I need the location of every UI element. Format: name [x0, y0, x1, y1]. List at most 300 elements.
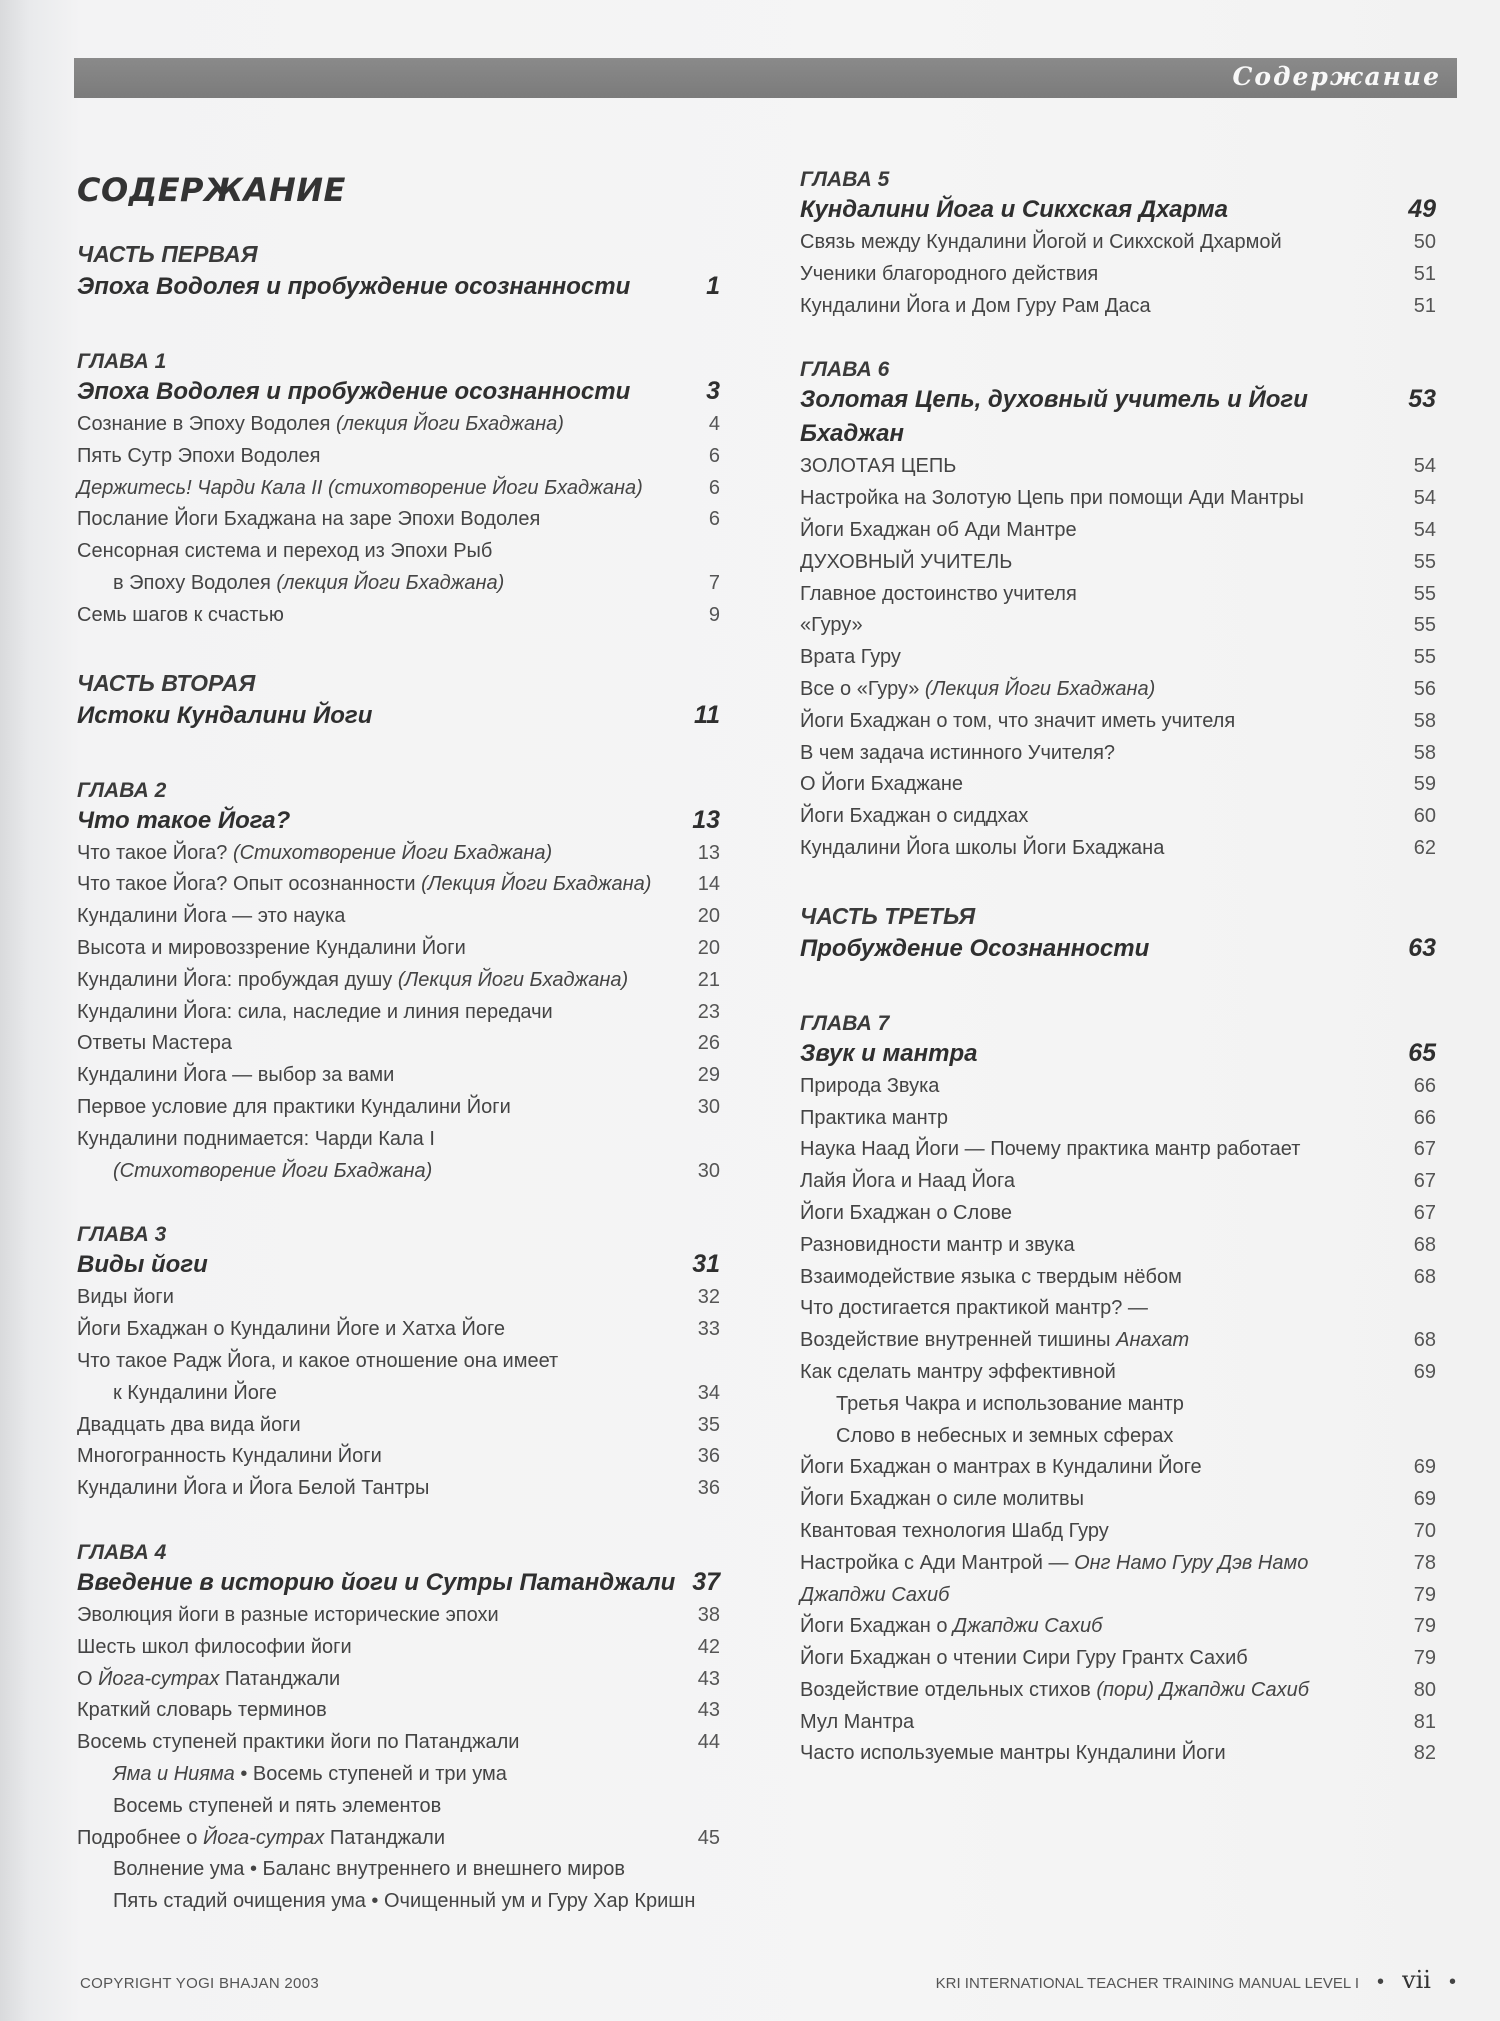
- entry-page-number: 13: [697, 841, 720, 864]
- entry-italic-text: Держитесь! Чарди Кала II (стихотворение Йоги Бхаджана): [77, 476, 643, 499]
- toc-entry[interactable]: [800, 738, 1436, 770]
- part-heading[interactable]: [800, 931, 1436, 966]
- toc-entry[interactable]: [77, 1346, 720, 1378]
- entry-text: Сенсорная система и переход из Эпохи Рыб: [77, 540, 493, 563]
- entry-title: [800, 1643, 1248, 1675]
- entry-title: [800, 706, 1235, 738]
- footer-right: [936, 1966, 1456, 1994]
- toc-entry[interactable]: [77, 1092, 720, 1124]
- entry-text: Как сделать мантру эффективной: [800, 1360, 1116, 1383]
- toc-entry[interactable]: [77, 901, 720, 933]
- entry-title: [800, 291, 1151, 323]
- toc-entry[interactable]: [77, 1028, 720, 1060]
- toc-entry[interactable]: [800, 1421, 1436, 1453]
- toc-entry[interactable]: [77, 1854, 720, 1886]
- entry-text: Врата Гуру: [800, 646, 901, 669]
- toc-entry[interactable]: [800, 1484, 1436, 1516]
- entry-title: [77, 1282, 174, 1314]
- entry-text: к Кундалини Йоге: [113, 1381, 277, 1404]
- toc-entry[interactable]: [800, 801, 1436, 833]
- toc-entry[interactable]: [77, 997, 720, 1029]
- entry-title: [800, 769, 963, 801]
- toc-entry[interactable]: [77, 1823, 720, 1855]
- entry-page-number: 58: [1413, 741, 1436, 764]
- entry-page-number: 36: [697, 1445, 720, 1468]
- entry-title: [800, 1071, 939, 1103]
- chapter-page-number: 53: [1408, 385, 1436, 414]
- entry-text: Двадцать два вида йоги: [77, 1413, 301, 1436]
- entry-title: [800, 1389, 1184, 1421]
- toc-part: [77, 668, 720, 733]
- entry-title: [800, 1675, 1309, 1707]
- entry-page-number: 7: [708, 571, 720, 594]
- chapter-page-number: 3: [706, 377, 720, 405]
- chapter-title: Виды йоги: [77, 1251, 208, 1279]
- entry-title: [77, 441, 320, 473]
- entry-page-number: 78: [1413, 1551, 1436, 1574]
- entry-page-number: 82: [1413, 1742, 1436, 1765]
- entry-page-number: 38: [697, 1603, 720, 1626]
- entry-page-number: 43: [697, 1667, 720, 1690]
- entry-page-number: 34: [697, 1381, 720, 1404]
- entry-text-tail: • Восемь ступеней и три ума: [234, 1762, 507, 1785]
- entry-text: Йоги Бхаджан о сиддхах: [800, 805, 1029, 828]
- entry-page-number: 54: [1413, 455, 1436, 478]
- entry-page-number: 55: [1413, 646, 1436, 669]
- entry-page-number: 62: [1413, 836, 1436, 859]
- entry-text: в Эпоху Водолея: [113, 571, 277, 594]
- toc-entry[interactable]: [77, 473, 720, 505]
- entry-title: [800, 1230, 1075, 1262]
- entry-page-number: 68: [1413, 1265, 1436, 1288]
- toc-entry[interactable]: [77, 409, 720, 441]
- entry-page-number: 21: [697, 968, 720, 991]
- entry-title: [77, 1695, 327, 1727]
- toc-entry[interactable]: [800, 642, 1436, 674]
- toc-entry[interactable]: [800, 259, 1436, 291]
- entry-title: [800, 579, 1077, 611]
- part-heading[interactable]: [77, 269, 720, 304]
- toc-entry[interactable]: [800, 1230, 1436, 1262]
- toc-chapter: [800, 358, 1436, 864]
- entry-text: Взаимодействие языка с твердым нёбом: [800, 1265, 1182, 1288]
- entry-title: [800, 1357, 1116, 1389]
- toc-entry[interactable]: [77, 933, 720, 965]
- entry-text: Йоги Бхаджан об Ади Мантре: [800, 518, 1077, 541]
- toc-entry[interactable]: [800, 227, 1436, 259]
- entry-page-number: 6: [708, 444, 720, 467]
- entry-text: Часто используемые мантры Кундалини Йоги: [800, 1742, 1226, 1765]
- entry-page-number: 23: [697, 1000, 720, 1023]
- entry-text: Мул Мантра: [800, 1710, 915, 1733]
- entry-text: Ученики благородного действия: [800, 262, 1099, 285]
- part-title: Пробуждение Осознанности: [800, 934, 1150, 962]
- entry-page-number: 51: [1413, 294, 1436, 317]
- entry-text: Кундалини Йога: пробуждая душу: [77, 968, 398, 991]
- toc-entry[interactable]: [77, 1759, 720, 1791]
- entry-text: Восемь ступеней практики йоги по Патанджали: [77, 1731, 520, 1754]
- chapter-title: Эпоха Водолея и пробуждение осознанности: [77, 378, 631, 405]
- entry-title: [77, 1314, 505, 1346]
- toc-entry[interactable]: [77, 1124, 720, 1156]
- entry-page-number: 42: [697, 1635, 720, 1658]
- toc-entry[interactable]: [77, 1282, 720, 1314]
- toc-entry[interactable]: [77, 1695, 720, 1727]
- entry-page-number: 30: [697, 1095, 720, 1118]
- entry-text: Кундалини поднимается: Чарди Кала I: [77, 1127, 435, 1150]
- entry-title: [800, 515, 1077, 547]
- toc-entry[interactable]: [800, 1738, 1436, 1770]
- entry-text: Восемь ступеней и пять элементов: [113, 1794, 442, 1817]
- entry-text: Воздействие отдельных стихов: [800, 1678, 1097, 1701]
- chapter-label: ГЛАВА 5: [800, 168, 890, 191]
- entry-page-number: 69: [1413, 1488, 1436, 1511]
- toc-entry[interactable]: [77, 1473, 720, 1505]
- entry-title: [800, 1134, 1300, 1166]
- toc-entry[interactable]: [800, 1516, 1436, 1548]
- entry-title: [800, 1198, 1012, 1230]
- part-label: ЧАСТЬ ВТОРАЯ: [77, 669, 256, 696]
- chapter-title: Звук и мантра: [800, 1039, 978, 1067]
- toc-entry[interactable]: [800, 833, 1436, 865]
- entry-text: Слово в небесных и земных сферах: [836, 1424, 1174, 1447]
- entry-title: [800, 1452, 1202, 1484]
- entry-text: Виды йоги: [77, 1286, 174, 1309]
- entry-title: [77, 536, 492, 568]
- toc-entry[interactable]: [800, 547, 1436, 579]
- chapter-heading[interactable]: [77, 1565, 720, 1600]
- entry-text: Краткий словарь терминов: [77, 1699, 327, 1722]
- part-title: Истоки Кундалини Йоги: [77, 701, 373, 729]
- entry-title: [800, 547, 1012, 579]
- toc-entry[interactable]: [800, 1707, 1436, 1739]
- chapter-heading[interactable]: [77, 1247, 720, 1282]
- entry-title: [800, 610, 863, 642]
- entry-title: [77, 1886, 695, 1918]
- entry-page-number: 68: [1413, 1329, 1436, 1352]
- entry-title: [77, 1441, 382, 1473]
- entry-text: О: [77, 1667, 99, 1690]
- entry-title: [800, 1738, 1226, 1770]
- toc-entry[interactable]: [77, 1600, 720, 1632]
- entry-title: [800, 1421, 1173, 1453]
- entry-page-number: 81: [1413, 1710, 1436, 1733]
- entry-italic-text: Яма и Нияма: [113, 1762, 235, 1785]
- chapter-label: ГЛАВА 4: [77, 1540, 167, 1564]
- entry-text: Квантовая технология Шабд Гуру: [800, 1519, 1109, 1542]
- entry-page-number: 6: [708, 508, 720, 531]
- toc-entry[interactable]: [77, 1314, 720, 1346]
- toc-entry[interactable]: [800, 610, 1436, 642]
- entry-title: [800, 1580, 949, 1612]
- toc-entry[interactable]: [77, 1664, 720, 1696]
- entry-text: О Йоги Бхаджане: [800, 773, 963, 796]
- toc-entry[interactable]: [800, 579, 1436, 611]
- entry-text: Связь между Кундалини Йогой и Сикхской Дхармой: [800, 231, 1282, 253]
- toc-entry[interactable]: [77, 1378, 720, 1410]
- entry-text: Кундалини Йога школы Йоги Бхаджана: [800, 836, 1165, 859]
- entry-text: Многогранность Кундалини Йоги: [77, 1445, 382, 1468]
- entry-page-number: 66: [1413, 1074, 1436, 1097]
- toc-entry[interactable]: [800, 674, 1436, 706]
- toc-chapter: [77, 1541, 720, 1918]
- entry-page-number: 35: [697, 1413, 720, 1436]
- toc-entry[interactable]: [800, 291, 1436, 323]
- entry-page-number: 30: [697, 1159, 720, 1182]
- entry-page-number: 44: [697, 1731, 720, 1754]
- toc-entry[interactable]: [77, 536, 720, 568]
- entry-text: Что достигается практикой мантр? —: [800, 1297, 1148, 1320]
- toc-chapter: [77, 1223, 720, 1505]
- toc-entry[interactable]: [800, 1166, 1436, 1198]
- entry-page-number: 80: [1413, 1678, 1436, 1701]
- entry-title: [77, 1854, 625, 1886]
- footer-manual-title: KRI INTERNATIONAL TEACHER TRAINING MANUAL LEVEL I: [935, 1975, 1360, 1992]
- entry-text: Шесть школ философии йоги: [77, 1635, 352, 1658]
- toc-entry[interactable]: [77, 1886, 720, 1918]
- entry-text: Кундалини Йога — выбор за вами: [77, 1064, 395, 1087]
- entry-page-number: 79: [1413, 1583, 1436, 1606]
- entry-page-number: 55: [1413, 582, 1436, 605]
- entry-page-number: 9: [708, 603, 720, 626]
- entry-page-number: 36: [697, 1477, 720, 1500]
- entry-text: Первое условие для практики Кундалини Йоги: [77, 1095, 511, 1118]
- toc-entry[interactable]: [77, 1441, 720, 1473]
- part-heading[interactable]: [77, 698, 720, 733]
- entry-text: Настройка на Золотую Цепь при помощи Ади Мантры: [800, 487, 1304, 510]
- entry-italic-text: Йога-сутрах: [98, 1667, 220, 1690]
- toc-entry[interactable]: [77, 600, 720, 632]
- toc-entry[interactable]: [800, 1198, 1436, 1230]
- chapter-label: ГЛАВА 1: [77, 350, 167, 373]
- entry-title: [77, 600, 284, 632]
- entry-title: [77, 568, 504, 600]
- entry-page-number: 26: [697, 1032, 720, 1055]
- chapter-heading[interactable]: [800, 192, 1436, 227]
- entry-text: Практика мантр: [800, 1106, 948, 1129]
- entry-title: [77, 1092, 511, 1124]
- part-title: Эпоха Водолея и пробуждение осознанности: [77, 273, 631, 300]
- entry-page-number: 20: [697, 936, 720, 959]
- toc-entry[interactable]: [77, 504, 720, 536]
- toc-entry[interactable]: [77, 441, 720, 473]
- chapter-label: ГЛАВА 6: [800, 358, 890, 382]
- entry-text: Кундалини Йога и Йога Белой Тантры: [77, 1477, 430, 1500]
- entry-text-tail: Патанджали: [324, 1826, 446, 1849]
- toc-entry[interactable]: [77, 568, 720, 600]
- entry-title: [800, 1707, 914, 1739]
- entry-title: [77, 1156, 432, 1188]
- entry-italic-text: (пори) Джапджи Сахиб: [1096, 1678, 1310, 1701]
- header-bar: [74, 58, 1457, 98]
- entry-text: Что такое Радж Йога, и какое отношение она имеет: [77, 1349, 559, 1372]
- toc-entry[interactable]: [800, 1103, 1436, 1135]
- entry-text: Лайя Йога и Наад Йога: [800, 1170, 1015, 1193]
- entry-page-number: 58: [1413, 709, 1436, 732]
- entry-title: [77, 997, 553, 1029]
- entry-text: Кундалини Йога — это наука: [77, 905, 346, 928]
- entry-text: Наука Наад Йоги — Почему практика мантр работает: [800, 1138, 1301, 1161]
- chapter-heading[interactable]: [77, 803, 720, 838]
- entry-title: [77, 1124, 435, 1156]
- entry-text: В чем задача истинного Учителя?: [800, 741, 1116, 764]
- entry-text: ЗОЛОТАЯ ЦЕПЬ: [800, 455, 957, 478]
- footer-copyright: COPYRIGHT YOGI BHAJAN 2003: [80, 1975, 319, 1992]
- entry-page-number: 79: [1413, 1615, 1436, 1638]
- entry-title: [77, 1823, 445, 1855]
- entry-page-number: 67: [1413, 1138, 1436, 1161]
- toc-entry[interactable]: [77, 1410, 720, 1442]
- entry-text: Йоги Бхаджан о том, что значит иметь учителя: [800, 709, 1236, 732]
- entry-title: [77, 1727, 519, 1759]
- chapter-heading[interactable]: [800, 382, 1436, 451]
- entry-text: Подробнее о: [77, 1826, 203, 1849]
- chapter-label: ГЛАВА 3: [77, 1223, 167, 1247]
- toc-entry[interactable]: [800, 515, 1436, 547]
- toc-chapter: [800, 1012, 1436, 1771]
- chapter-page-number: 31: [692, 1250, 720, 1279]
- toc-entry[interactable]: [800, 451, 1436, 483]
- entry-italic-text: Джапджи Сахиб: [800, 1583, 950, 1606]
- chapter-heading[interactable]: [800, 1036, 1436, 1071]
- toc-entry[interactable]: [800, 1548, 1436, 1580]
- chapter-page-number: 13: [692, 805, 720, 834]
- toc-entry[interactable]: [800, 1643, 1436, 1675]
- entry-page-number: 60: [1413, 805, 1436, 828]
- entry-title: [77, 933, 466, 965]
- entry-page-number: 29: [697, 1064, 720, 1087]
- toc-entry[interactable]: [77, 1156, 720, 1188]
- part-label: ЧАСТЬ ПЕРВАЯ: [77, 241, 258, 267]
- entry-page-number: 67: [1413, 1201, 1436, 1224]
- entry-text: Йоги Бхаджан о: [800, 1615, 953, 1638]
- entry-page-number: 6: [708, 476, 720, 499]
- entry-italic-text: Анахат: [1116, 1329, 1190, 1352]
- entry-title: [77, 869, 651, 901]
- entry-title: [77, 1473, 429, 1505]
- toc-chapter: [77, 350, 720, 632]
- entry-italic-text: (Стихотворение Йоги Бхаджана): [113, 1159, 433, 1182]
- entry-text: Что такое Йога? Опыт осознанности: [77, 873, 422, 896]
- toc-entry[interactable]: [800, 1071, 1436, 1103]
- entry-text: Что такое Йога?: [77, 841, 233, 864]
- toc-entry[interactable]: [800, 1452, 1436, 1484]
- toc-entry[interactable]: [800, 769, 1436, 801]
- entry-title: [800, 1103, 948, 1135]
- entry-title: [77, 409, 564, 441]
- entry-text: Кундалини Йога и Дом Гуру Рам Даса: [800, 294, 1151, 317]
- part-page-number: 11: [694, 700, 720, 729]
- entry-title: [800, 642, 901, 674]
- toc-part: [800, 901, 1436, 966]
- entry-text: Йоги Бхаджан о Слове: [800, 1201, 1012, 1224]
- toc-entry[interactable]: [800, 1357, 1436, 1389]
- chapter-title: Введение в историю йоги и Сутры Патанджали: [77, 1568, 676, 1596]
- entry-page-number: 54: [1413, 518, 1436, 541]
- entry-page-number: 32: [697, 1286, 720, 1309]
- entry-title: [77, 1410, 301, 1442]
- toc-entry[interactable]: [800, 1389, 1436, 1421]
- entry-italic-text: (Лекция Йоги Бхаджана): [397, 968, 629, 991]
- entry-page-number: 51: [1413, 262, 1436, 285]
- entry-page-number: 33: [697, 1318, 720, 1341]
- entry-text: Эволюция йоги в разные исторические эпохи: [77, 1603, 499, 1626]
- toc-chapter: [77, 779, 720, 1188]
- entry-text: Главное достоинство учителя: [800, 582, 1077, 605]
- entry-page-number: 45: [697, 1826, 720, 1849]
- toc-entry[interactable]: [800, 1325, 1436, 1357]
- entry-italic-text: (Лекция Йоги Бхаджана): [421, 873, 652, 896]
- entry-text: Настройка с Ади Мантрой —: [800, 1551, 1075, 1574]
- entry-title: [77, 965, 628, 997]
- entry-title: [800, 1325, 1189, 1357]
- entry-text: Ответы Мастера: [77, 1032, 232, 1055]
- toc-entry[interactable]: [77, 1632, 720, 1664]
- entry-title: [800, 483, 1304, 515]
- part-label: ЧАСТЬ ТРЕТЬЯ: [800, 902, 976, 929]
- entry-text: Воздействие внутренней тишины: [800, 1329, 1117, 1352]
- entry-title: [800, 259, 1098, 291]
- footer-bullet-right: •: [1448, 1971, 1456, 1993]
- entry-page-number: 66: [1413, 1106, 1436, 1129]
- entry-title: [800, 674, 1155, 706]
- toc-entry[interactable]: [800, 1134, 1436, 1166]
- entry-text: «Гуру»: [800, 614, 863, 637]
- chapter-heading[interactable]: [77, 374, 720, 409]
- entry-title: [800, 1166, 1015, 1198]
- toc-entry[interactable]: [77, 965, 720, 997]
- entry-title: [77, 1664, 340, 1696]
- toc-entry[interactable]: [77, 1727, 720, 1759]
- entry-title: [800, 451, 956, 483]
- chapter-label: ГЛАВА 2: [77, 778, 167, 802]
- entry-title: [800, 833, 1164, 865]
- entry-text: Сознание в Эпоху Водолея: [77, 413, 336, 435]
- chapter-page-number: 37: [692, 1567, 720, 1596]
- toc-entry[interactable]: [77, 869, 720, 901]
- toc-entry[interactable]: [800, 1262, 1436, 1294]
- entry-title: [800, 1611, 1102, 1643]
- entry-page-number: 69: [1413, 1456, 1436, 1479]
- chapter-title: Что такое Йога?: [77, 806, 291, 834]
- entry-page-number: 43: [697, 1699, 720, 1722]
- toc-entry[interactable]: [800, 1611, 1436, 1643]
- entry-text: Разновидности мантр и звука: [800, 1233, 1075, 1256]
- toc-entry[interactable]: [800, 483, 1436, 515]
- entry-page-number: 67: [1413, 1170, 1436, 1193]
- toc-entry[interactable]: [77, 838, 720, 870]
- toc-entry[interactable]: [77, 1060, 720, 1092]
- toc-entry[interactable]: [800, 1580, 1436, 1612]
- entry-page-number: 50: [1413, 231, 1436, 253]
- entry-text: Йоги Бхаджан о чтении Сири Гуру Грантх Сахиб: [800, 1647, 1248, 1670]
- entry-title: [800, 1293, 1148, 1325]
- entry-page-number: 69: [1413, 1360, 1436, 1383]
- entry-title: [77, 1346, 558, 1378]
- entry-italic-text: Онг Намо Гуру Дэв Намо: [1074, 1551, 1309, 1574]
- toc-entry[interactable]: [800, 706, 1436, 738]
- toc-entry[interactable]: [77, 1791, 720, 1823]
- entry-italic-text: Джапджи Сахиб: [953, 1615, 1103, 1638]
- chapter-title: Золотая Цепь, духовный учитель и Йоги Бхаджан: [800, 386, 1308, 448]
- toc-entry[interactable]: [800, 1675, 1436, 1707]
- entry-page-number: 59: [1413, 773, 1436, 796]
- toc-entry[interactable]: [800, 1293, 1436, 1325]
- chapter-title: Кундалини Йога и Сикхская Дхарма: [800, 196, 1228, 223]
- entry-page-number: 55: [1413, 550, 1436, 573]
- entry-text: Все о «Гуру»: [800, 677, 925, 700]
- entry-title: [800, 738, 1115, 770]
